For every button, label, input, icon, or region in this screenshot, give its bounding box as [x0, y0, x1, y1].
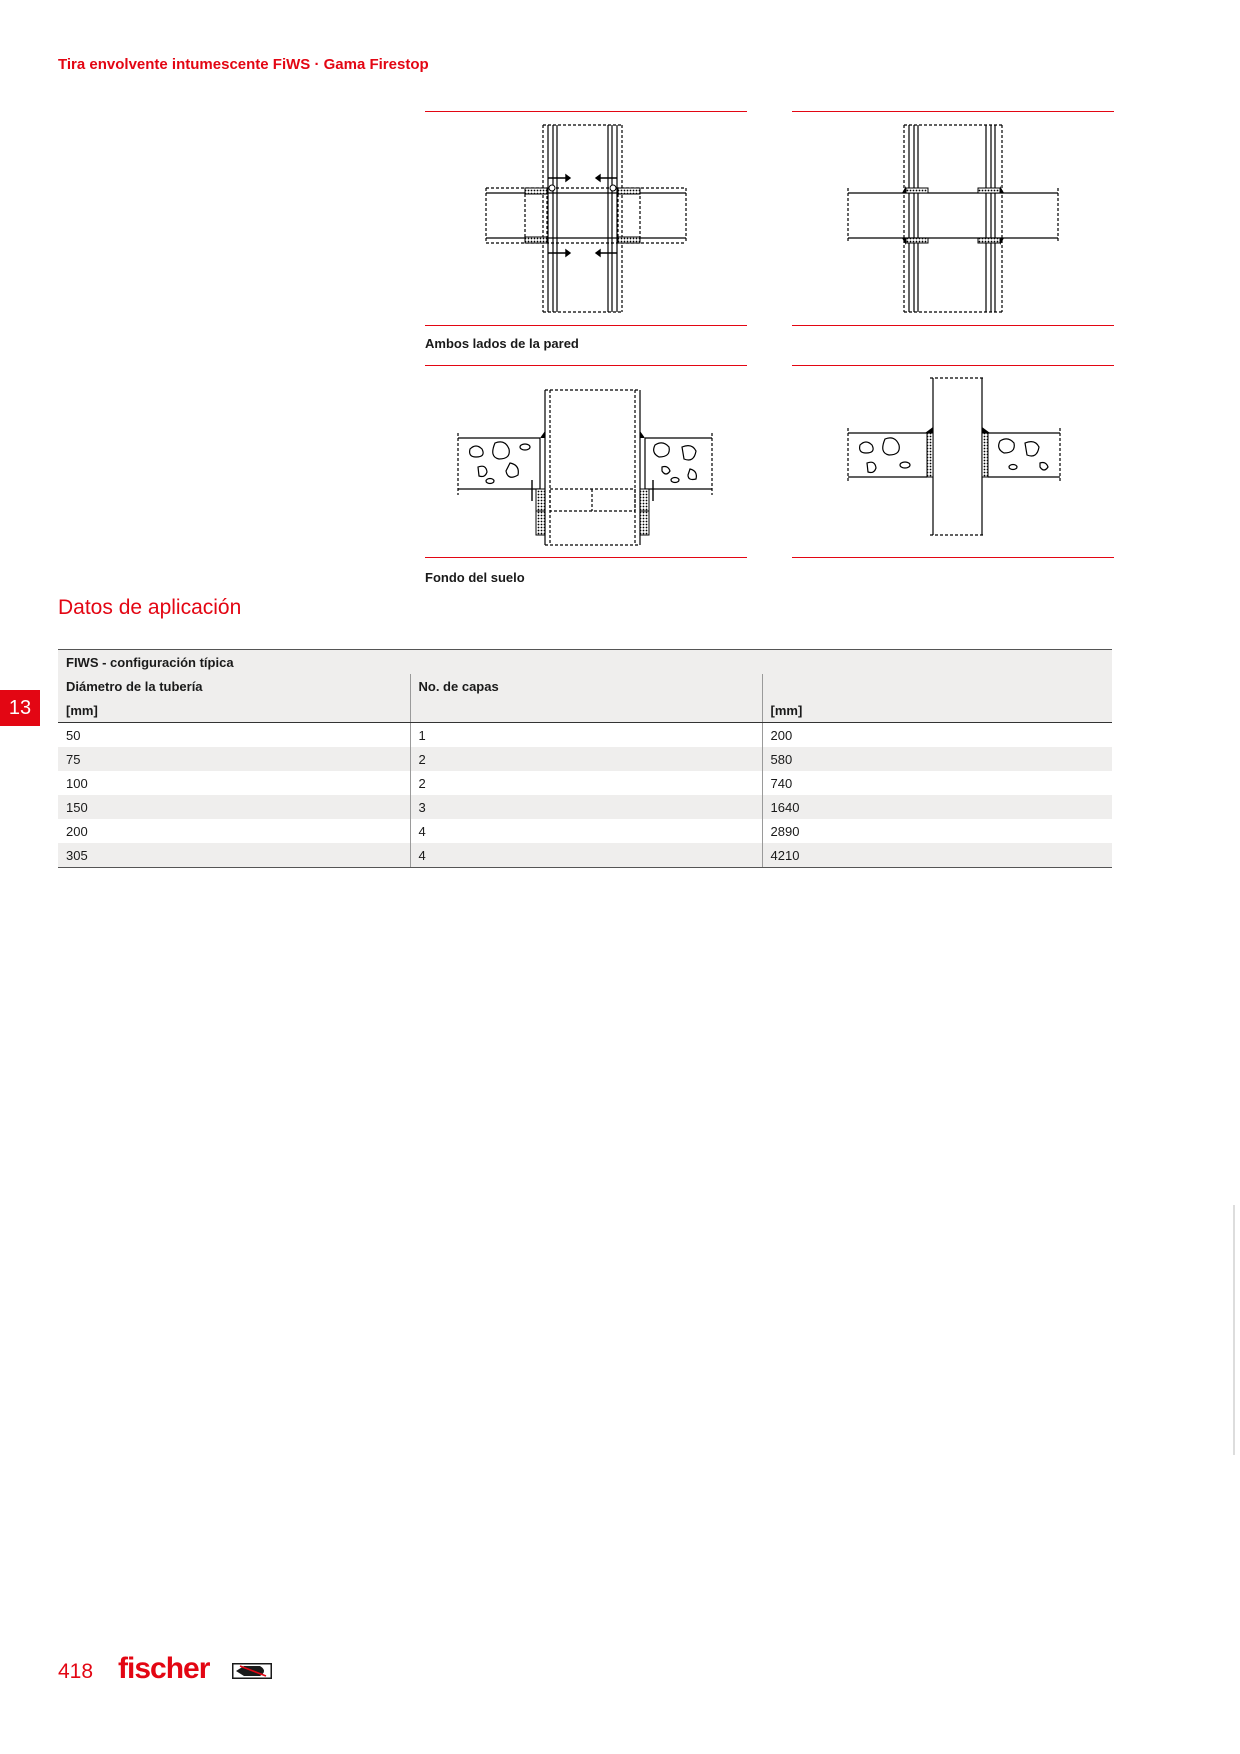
fischer-fish-icon — [232, 1663, 272, 1679]
figure-rule — [425, 325, 747, 326]
page-edge-mark — [1233, 1205, 1235, 1455]
table-row — [58, 723, 1112, 748]
cell-layers: 4 — [410, 843, 762, 868]
running-header: Tira envolvente intumescente FiWS · Gama Firestop — [58, 56, 429, 73]
cell-pipe-diameter: 75 — [58, 747, 410, 771]
cell-length: 740 — [770, 775, 793, 791]
floor-underside-diagram — [450, 385, 730, 550]
table-row — [58, 747, 1112, 771]
cell-pipe-diameter: 200 — [58, 819, 410, 843]
caption-floor: Fondo del suelo — [425, 570, 525, 585]
table-row — [58, 819, 1112, 843]
cell-length: 580 — [762, 747, 1112, 771]
col-unit-layers — [410, 698, 762, 723]
figure-rule — [792, 325, 1114, 326]
cell-length: 2890 — [770, 823, 800, 839]
cell-pipe-diameter: 100 — [58, 771, 410, 795]
fischer-logo: fischer — [118, 1652, 210, 1685]
cell-pipe-diameter: 150 — [58, 795, 410, 819]
table-row — [58, 843, 1112, 868]
cell-layers: 2 — [410, 747, 762, 771]
chapter-tab: 13 — [0, 690, 40, 726]
figure-rule — [425, 557, 747, 558]
figure-rule — [425, 365, 747, 366]
table-unit-row — [58, 698, 1112, 723]
wall-both-sides-diagram — [470, 120, 700, 320]
figure-rule — [792, 365, 1114, 366]
table-row — [58, 771, 1112, 795]
col-header-blank — [762, 674, 1112, 698]
cell-layers: 3 — [410, 795, 762, 819]
cell-layers: 2 — [410, 771, 762, 795]
col-header-layers: No. de capas — [410, 674, 762, 698]
application-data-table — [58, 649, 1112, 868]
floor-through-diagram — [845, 375, 1075, 550]
cell-layers: 1 — [410, 723, 762, 748]
cell-pipe-diameter: 305 — [58, 843, 410, 868]
cell-length: 4210 — [762, 843, 1112, 868]
table-row — [58, 795, 1112, 819]
table-title-row — [58, 650, 1112, 675]
table-title: FIWS - configuración típica — [58, 650, 1112, 675]
figure-rule — [792, 557, 1114, 558]
cell-layers: 4 — [410, 819, 762, 843]
cell-pipe-diameter: 50 — [58, 723, 410, 748]
figure-rule — [425, 111, 747, 112]
caption-wall: Ambos lados de la pared — [425, 336, 579, 351]
col-header-pipe-diameter: Diámetro de la tubería — [58, 674, 410, 698]
table-header-row — [58, 674, 1112, 698]
wall-flush-diagram — [840, 120, 1070, 320]
col-unit-pipe-diameter: [mm] — [58, 698, 410, 723]
page-number: 418 — [58, 1660, 94, 1683]
cell-length: 200 — [770, 727, 793, 743]
figure-rule — [792, 111, 1114, 112]
cell-length: 1640 — [762, 795, 1112, 819]
col-unit-length: [mm] — [762, 698, 1112, 723]
section-heading: Datos de aplicación — [58, 596, 242, 619]
